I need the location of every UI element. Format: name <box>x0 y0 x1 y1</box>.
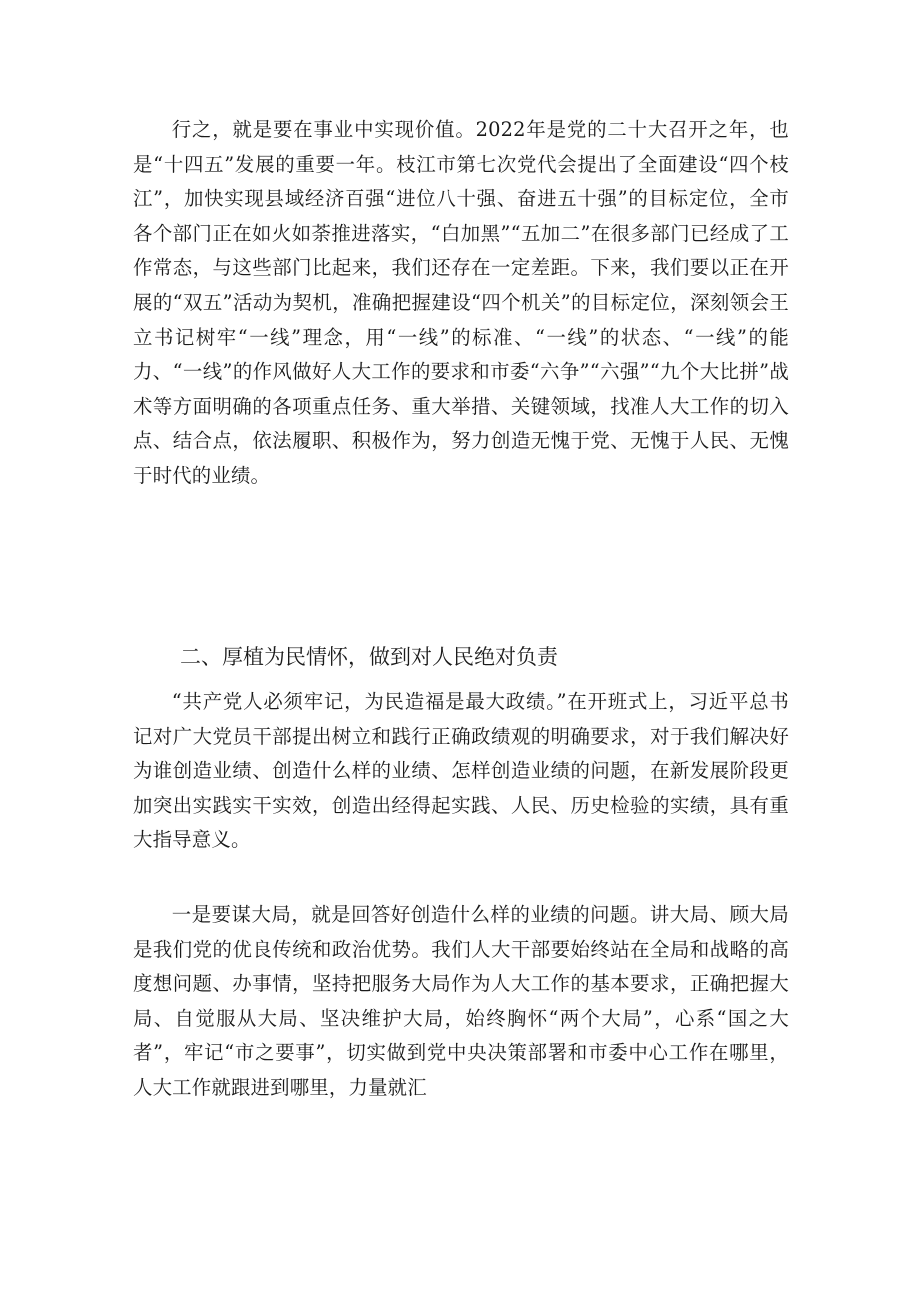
body-paragraph: 行之，就是要在事业中实现价值。2022年是党的二十大召开之年，也是“十四五”发展的重要一年。枝江市第七次党代会提出了全面建设“四个枝江”，加快实现县域经济百强“进位八十强、奋进五十强”的目标定位，全市各个部门正在如火如荼推进落实，“白加黑”“五加二”在很多部门已经成了工作常态，与这些部门比起来，我们还存在一定差距。下来，我们要以正在开展的“双五”活动为契机，准确把握建设“四个机关”的目标定位，深刻领会王立书记树牢“一线”理念，用“一线”的标准、“一线”的状态、“一线”的能力、“一线”的作风做好人大工作的要求和市委“六争”“六强”“九个大比拼”战术等方面明确的各项重点任务、重大举措、关键领域，找准人大工作的切入点、结合点，依法履职、积极作为，努力创造无愧于党、无愧于人民、无愧于时代的业绩。 <box>133 118 789 487</box>
body-paragraph: 一是要谋大局，就是回答好创造什么样的业绩的问题。讲大局、顾大局是我们党的优良传统和政治优势。我们人大干部要始终站在全局和战略的高度想问题、办事情，坚持把服务大局作为人大工作的基本要求，正确把握大局、自觉服从大局、坚决维护大局，始终胸怀“两个大局”，心系“国之大者”，牢记“市之要事”，切实做到党中央决策部署和市委中心工作在哪里，人大工作就跟进到哪里，力量就汇 <box>133 903 789 1099</box>
section-heading: 二、厚植为民情怀，做到对人民绝对负责 <box>180 645 558 669</box>
body-paragraph: “共产党人必须牢记，为民造福是最大政绩。”在开班式上，习近平总书记对广大党员干部提出树立和践行正确政绩观的明确要求，对于我们解决好为谁创造业绩、创造什么样的业绩、怎样创造业绩的问题，在新发展阶段更加突出实践实干实效，创造出经得起实践、人民、历史检验的实绩，具有重大指导意义。 <box>133 690 789 852</box>
